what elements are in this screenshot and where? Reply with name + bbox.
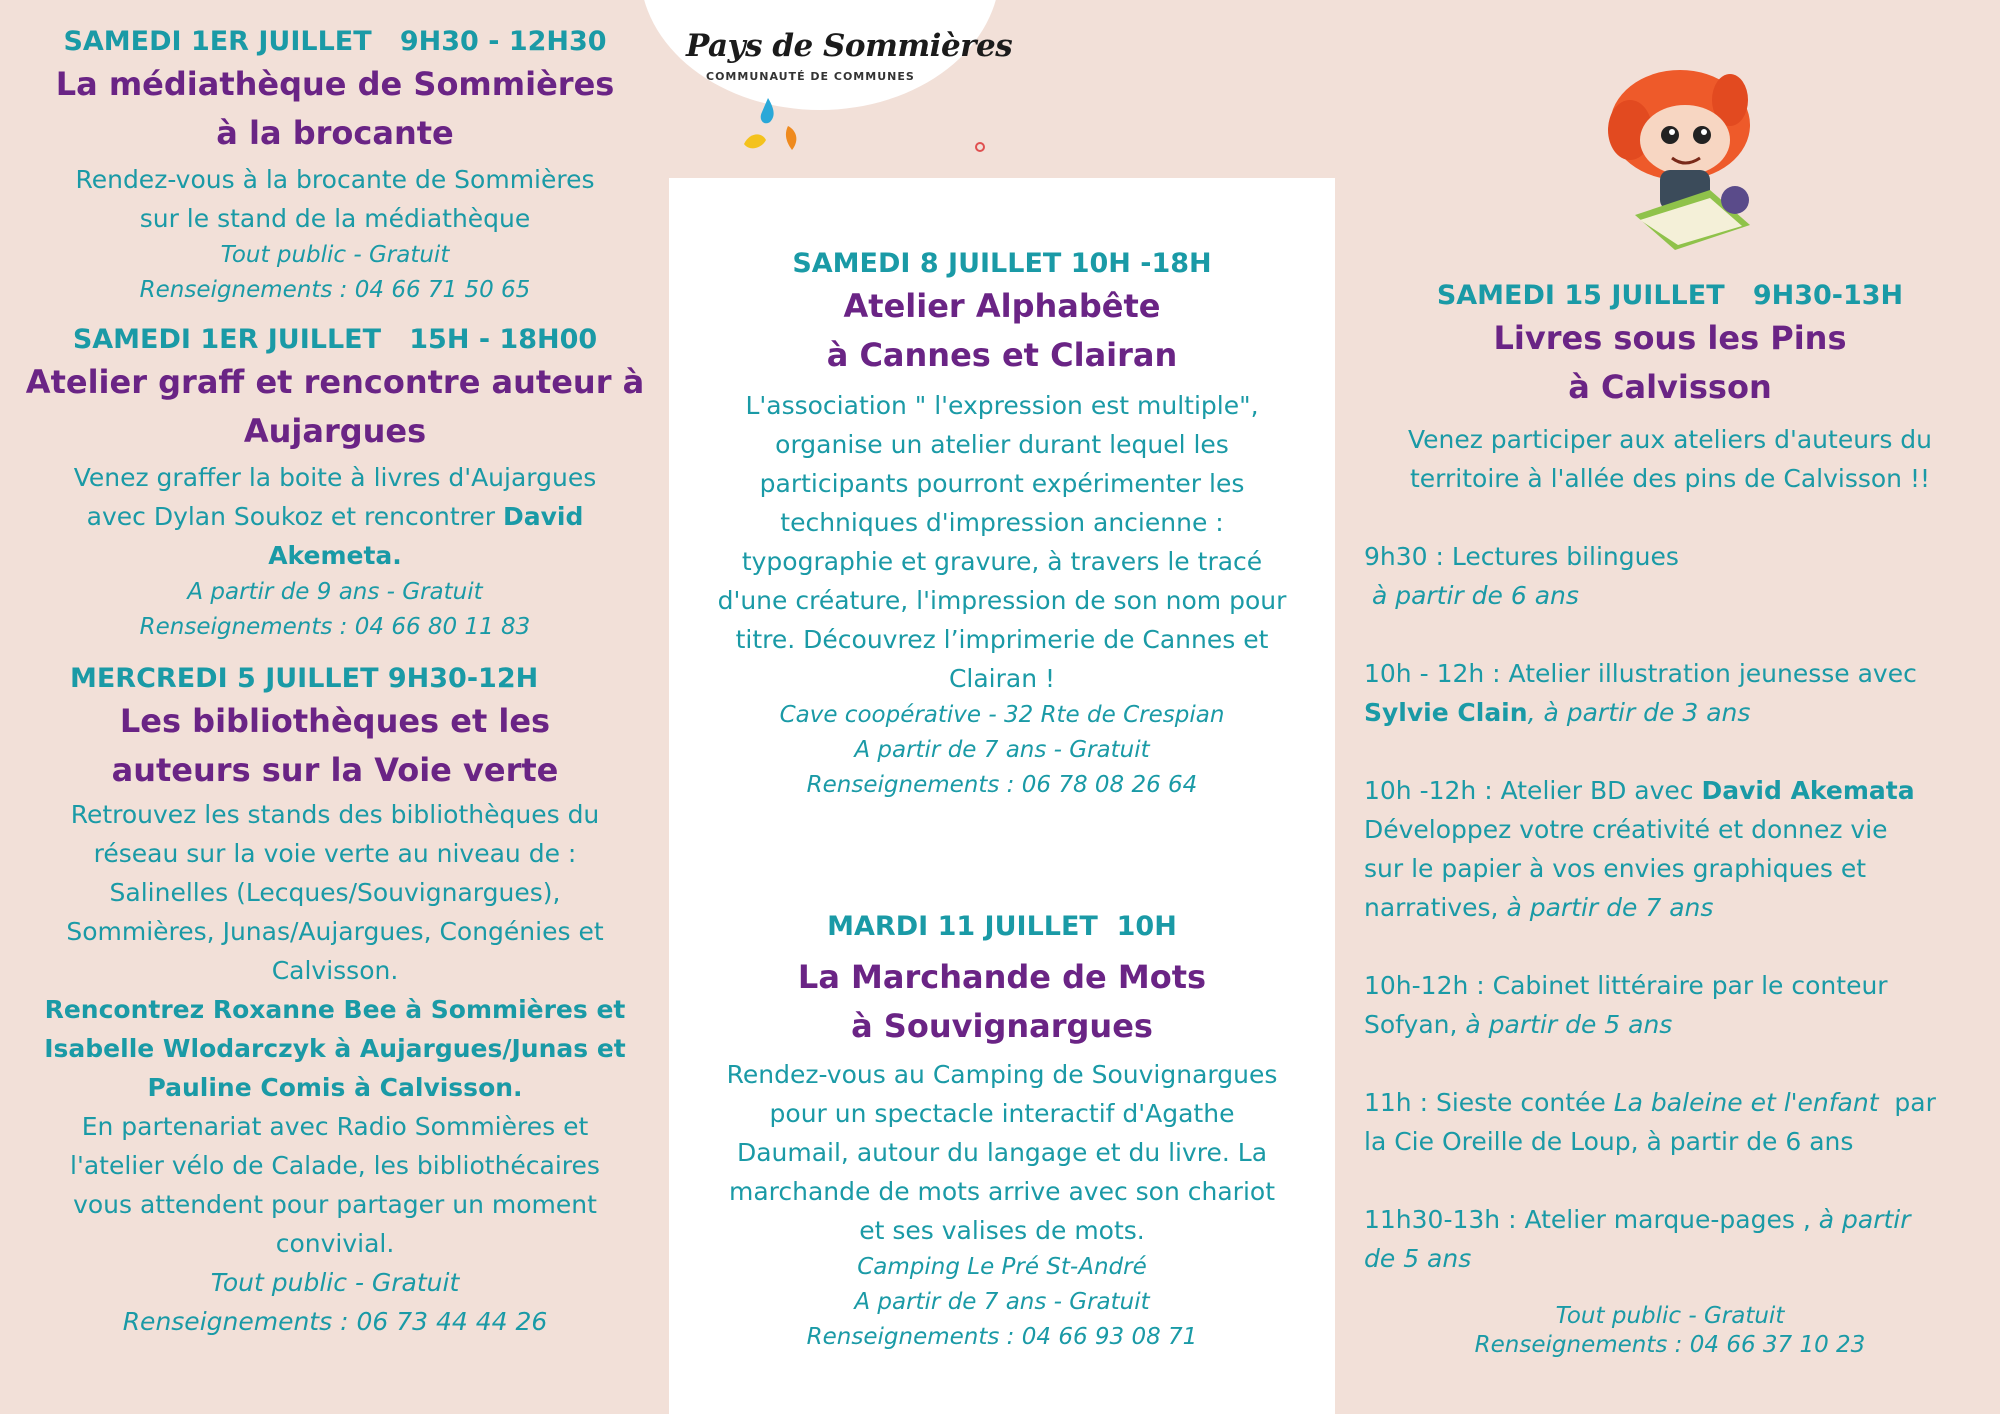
programme-activity xyxy=(1364,1200,1980,1239)
event-description: pour un spectacle interactif d'Agathe xyxy=(769,1099,1235,1128)
event-authors: Rencontrez Roxanne Bee à Sommières et xyxy=(44,995,626,1024)
programme-age: de 5 ans xyxy=(1364,1244,1472,1273)
event-contact: Renseignements : 04 66 93 08 71 xyxy=(806,1324,1198,1350)
event-header xyxy=(1360,278,1980,498)
programme-detail-text: narratives, xyxy=(1364,893,1507,922)
event-title: Aujargues xyxy=(243,412,427,450)
programme-detail xyxy=(1364,888,1980,927)
logo-drops-icon xyxy=(740,96,810,156)
middle-column xyxy=(690,246,1314,1355)
programme-detail: sur le papier à vos envies graphiques et xyxy=(1364,854,1867,883)
event-description: Venez participer aux ateliers d'auteurs du xyxy=(1407,425,1933,454)
event-date: SAMEDI 1ER JUILLET 15H - 18H00 xyxy=(72,324,598,355)
event-title: auteurs sur la Voie verte xyxy=(111,751,559,789)
event-date: SAMEDI 1ER JUILLET 9H30 - 12H30 xyxy=(63,26,607,57)
event-contact: Renseignements : 06 78 08 26 64 xyxy=(806,772,1198,798)
event-audience: Tout public - Gratuit xyxy=(1555,1303,1785,1329)
programme-item xyxy=(1364,1200,1980,1278)
decorative-mark xyxy=(975,142,985,152)
event-description-text: avec Dylan Soukoz et rencontrer xyxy=(86,502,503,531)
event-contact: Renseignements : 04 66 80 11 83 xyxy=(139,614,531,640)
programme-activity-text: 11h30-13h : Atelier marque-pages , xyxy=(1364,1205,1819,1234)
event-description: et ses valises de mots. xyxy=(859,1216,1145,1245)
programme-item xyxy=(1364,654,1980,732)
event-description: d'une créature, l'impression de son nom pour xyxy=(717,586,1287,615)
event-title: à Souvignargues xyxy=(851,1007,1153,1045)
event-description: techniques d'impression ancienne : xyxy=(780,508,1224,537)
programme-detail: Développez votre créativité et donnez vie xyxy=(1364,815,1888,844)
author-name: David Akemata xyxy=(1701,776,1915,805)
programme-age: à partir de 7 ans xyxy=(1506,893,1714,922)
event-description: Clairan ! xyxy=(948,664,1056,693)
programme-detail xyxy=(1364,693,1980,732)
event-description: Sommières, Junas/Aujargues, Congénies et xyxy=(66,917,604,946)
event-title: à la brocante xyxy=(216,114,454,152)
event-title: La Marchande de Mots xyxy=(797,958,1207,996)
event-date: SAMEDI 15 JUILLET 9H30-13H xyxy=(1436,280,1904,311)
programme-age: à partir de 5 ans xyxy=(1465,1010,1673,1039)
event-description: réseau sur la voie verte au niveau de : xyxy=(93,839,577,868)
event-description: typographie et gravure, à travers le tracé xyxy=(741,547,1263,576)
event-title: Les bibliothèques et les xyxy=(119,702,551,740)
logo-subtitle: COMMUNAUTÉ DE COMMUNES xyxy=(706,70,915,83)
event-title: à Cannes et Clairan xyxy=(826,336,1178,374)
event-place: Camping Le Pré St-André xyxy=(857,1254,1147,1280)
event-authors: Pauline Comis à Calvisson. xyxy=(147,1073,523,1102)
event-title: à Calvisson xyxy=(1568,368,1772,406)
event-brocante xyxy=(20,24,650,308)
programme-activity: 10h-12h : Cabinet littéraire par le conteur xyxy=(1364,971,1888,1000)
event-date: SAMEDI 8 JUILLET 10H -18H xyxy=(792,248,1212,279)
event-description: Salinelles (Lecques/Souvignargues), xyxy=(109,878,561,907)
event-contact: Renseignements : 04 66 71 50 65 xyxy=(139,277,531,303)
event-description xyxy=(20,497,650,536)
event-description: Daumail, autour du langage et du livre. La xyxy=(736,1138,1268,1167)
author-name: Sylvie Clain xyxy=(1364,698,1528,727)
event-description: sur le stand de la médiathèque xyxy=(139,204,531,233)
author-name: David xyxy=(502,502,584,531)
character-illustration xyxy=(1560,30,1790,260)
programme-activity-text: par xyxy=(1878,1088,1936,1117)
event-description: territoire à l'allée des pins de Calvisson !! xyxy=(1409,464,1931,493)
event-contact: Renseignements : 04 66 37 10 23 xyxy=(1474,1332,1866,1358)
event-contact: Renseignements : 06 73 44 44 26 xyxy=(122,1307,548,1336)
programme-activity xyxy=(1364,1083,1980,1122)
event-audience: Tout public - Gratuit xyxy=(220,242,450,268)
event-graff xyxy=(20,322,650,645)
event-alphabete xyxy=(690,246,1314,803)
programme-item xyxy=(1364,1083,1980,1161)
event-title: La médiathèque de Sommières xyxy=(55,65,615,103)
programme-detail: la Cie Oreille de Loup, à partir de 6 ans xyxy=(1364,1127,1854,1156)
event-date: MERCREDI 5 JUILLET 9H30-12H xyxy=(70,663,539,694)
event-authors: Isabelle Wlodarczyk à Aujargues/Junas et xyxy=(44,1034,626,1063)
event-partners: vous attendent pour partager un moment xyxy=(73,1190,597,1219)
event-description: Rendez-vous à la brocante de Sommières xyxy=(75,165,595,194)
programme-age: , à partir de 3 ans xyxy=(1527,698,1751,727)
event-description: organise un atelier durant lequel les xyxy=(775,430,1229,459)
programme-item xyxy=(1364,966,1980,1044)
event-title: Atelier Alphabête xyxy=(843,287,1161,325)
programme-item xyxy=(1364,771,1980,927)
programme-detail-text: Sofyan, xyxy=(1364,1010,1466,1039)
programme-item xyxy=(1364,537,1980,615)
event-partners: En partenariat avec Radio Sommières et xyxy=(81,1112,589,1141)
programme-activity: 10h - 12h : Atelier illustration jeunesse avec xyxy=(1364,659,1917,688)
event-partners: l'atelier vélo de Calade, les bibliothécaires xyxy=(70,1151,600,1180)
event-description: Retrouvez les stands des bibliothèques du xyxy=(70,800,600,829)
event-description: Venez graffer la boite à livres d'Aujargues xyxy=(73,463,597,492)
left-column xyxy=(20,24,650,1341)
event-description: marchande de mots arrive avec son chariot xyxy=(728,1177,1275,1206)
event-audience: Tout public - Gratuit xyxy=(210,1268,460,1297)
event-audience: A partir de 7 ans - Gratuit xyxy=(854,1289,1150,1315)
event-description: Rendez-vous au Camping de Souvignargues xyxy=(726,1060,1278,1089)
event-description: titre. Découvrez l’imprimerie de Cannes et xyxy=(735,625,1269,654)
event-place: Cave coopérative - 32 Rte de Crespian xyxy=(779,702,1225,728)
programme-detail xyxy=(1364,1005,1980,1044)
event-audience: A partir de 9 ans - Gratuit xyxy=(187,579,483,605)
programme-activity-text: 11h : Sieste contée xyxy=(1364,1088,1614,1117)
programme-activity: 9h30 : Lectures bilingues xyxy=(1364,542,1679,571)
programme-age: à partir de 6 ans xyxy=(1364,581,1579,610)
event-partners: convivial. xyxy=(275,1229,395,1258)
event-title: Atelier graff et rencontre auteur à xyxy=(25,363,645,401)
event-description: Calvisson. xyxy=(271,956,399,985)
right-column xyxy=(1360,278,1980,1360)
event-programme xyxy=(1360,537,1980,1278)
programme-age: à partir xyxy=(1818,1205,1911,1234)
event-title: Livres sous les Pins xyxy=(1493,319,1847,357)
event-footer xyxy=(1360,1302,1980,1360)
story-title: La baleine et l'enfant xyxy=(1613,1088,1879,1117)
event-date: MARDI 11 JUILLET 10H xyxy=(827,911,1177,942)
event-marchande-de-mots xyxy=(690,909,1314,1355)
programme-activity-text: 10h -12h : Atelier BD avec xyxy=(1364,776,1702,805)
programme-activity xyxy=(1364,771,1980,810)
event-audience: A partir de 7 ans - Gratuit xyxy=(854,737,1150,763)
author-name: Akemeta. xyxy=(268,541,402,570)
event-description: L'association " l'expression est multiple", xyxy=(745,391,1259,420)
event-voie-verte xyxy=(20,661,650,1341)
logo-wordmark: Pays de Sommières xyxy=(686,28,1013,64)
event-description: participants pourront expérimenter les xyxy=(759,469,1245,498)
